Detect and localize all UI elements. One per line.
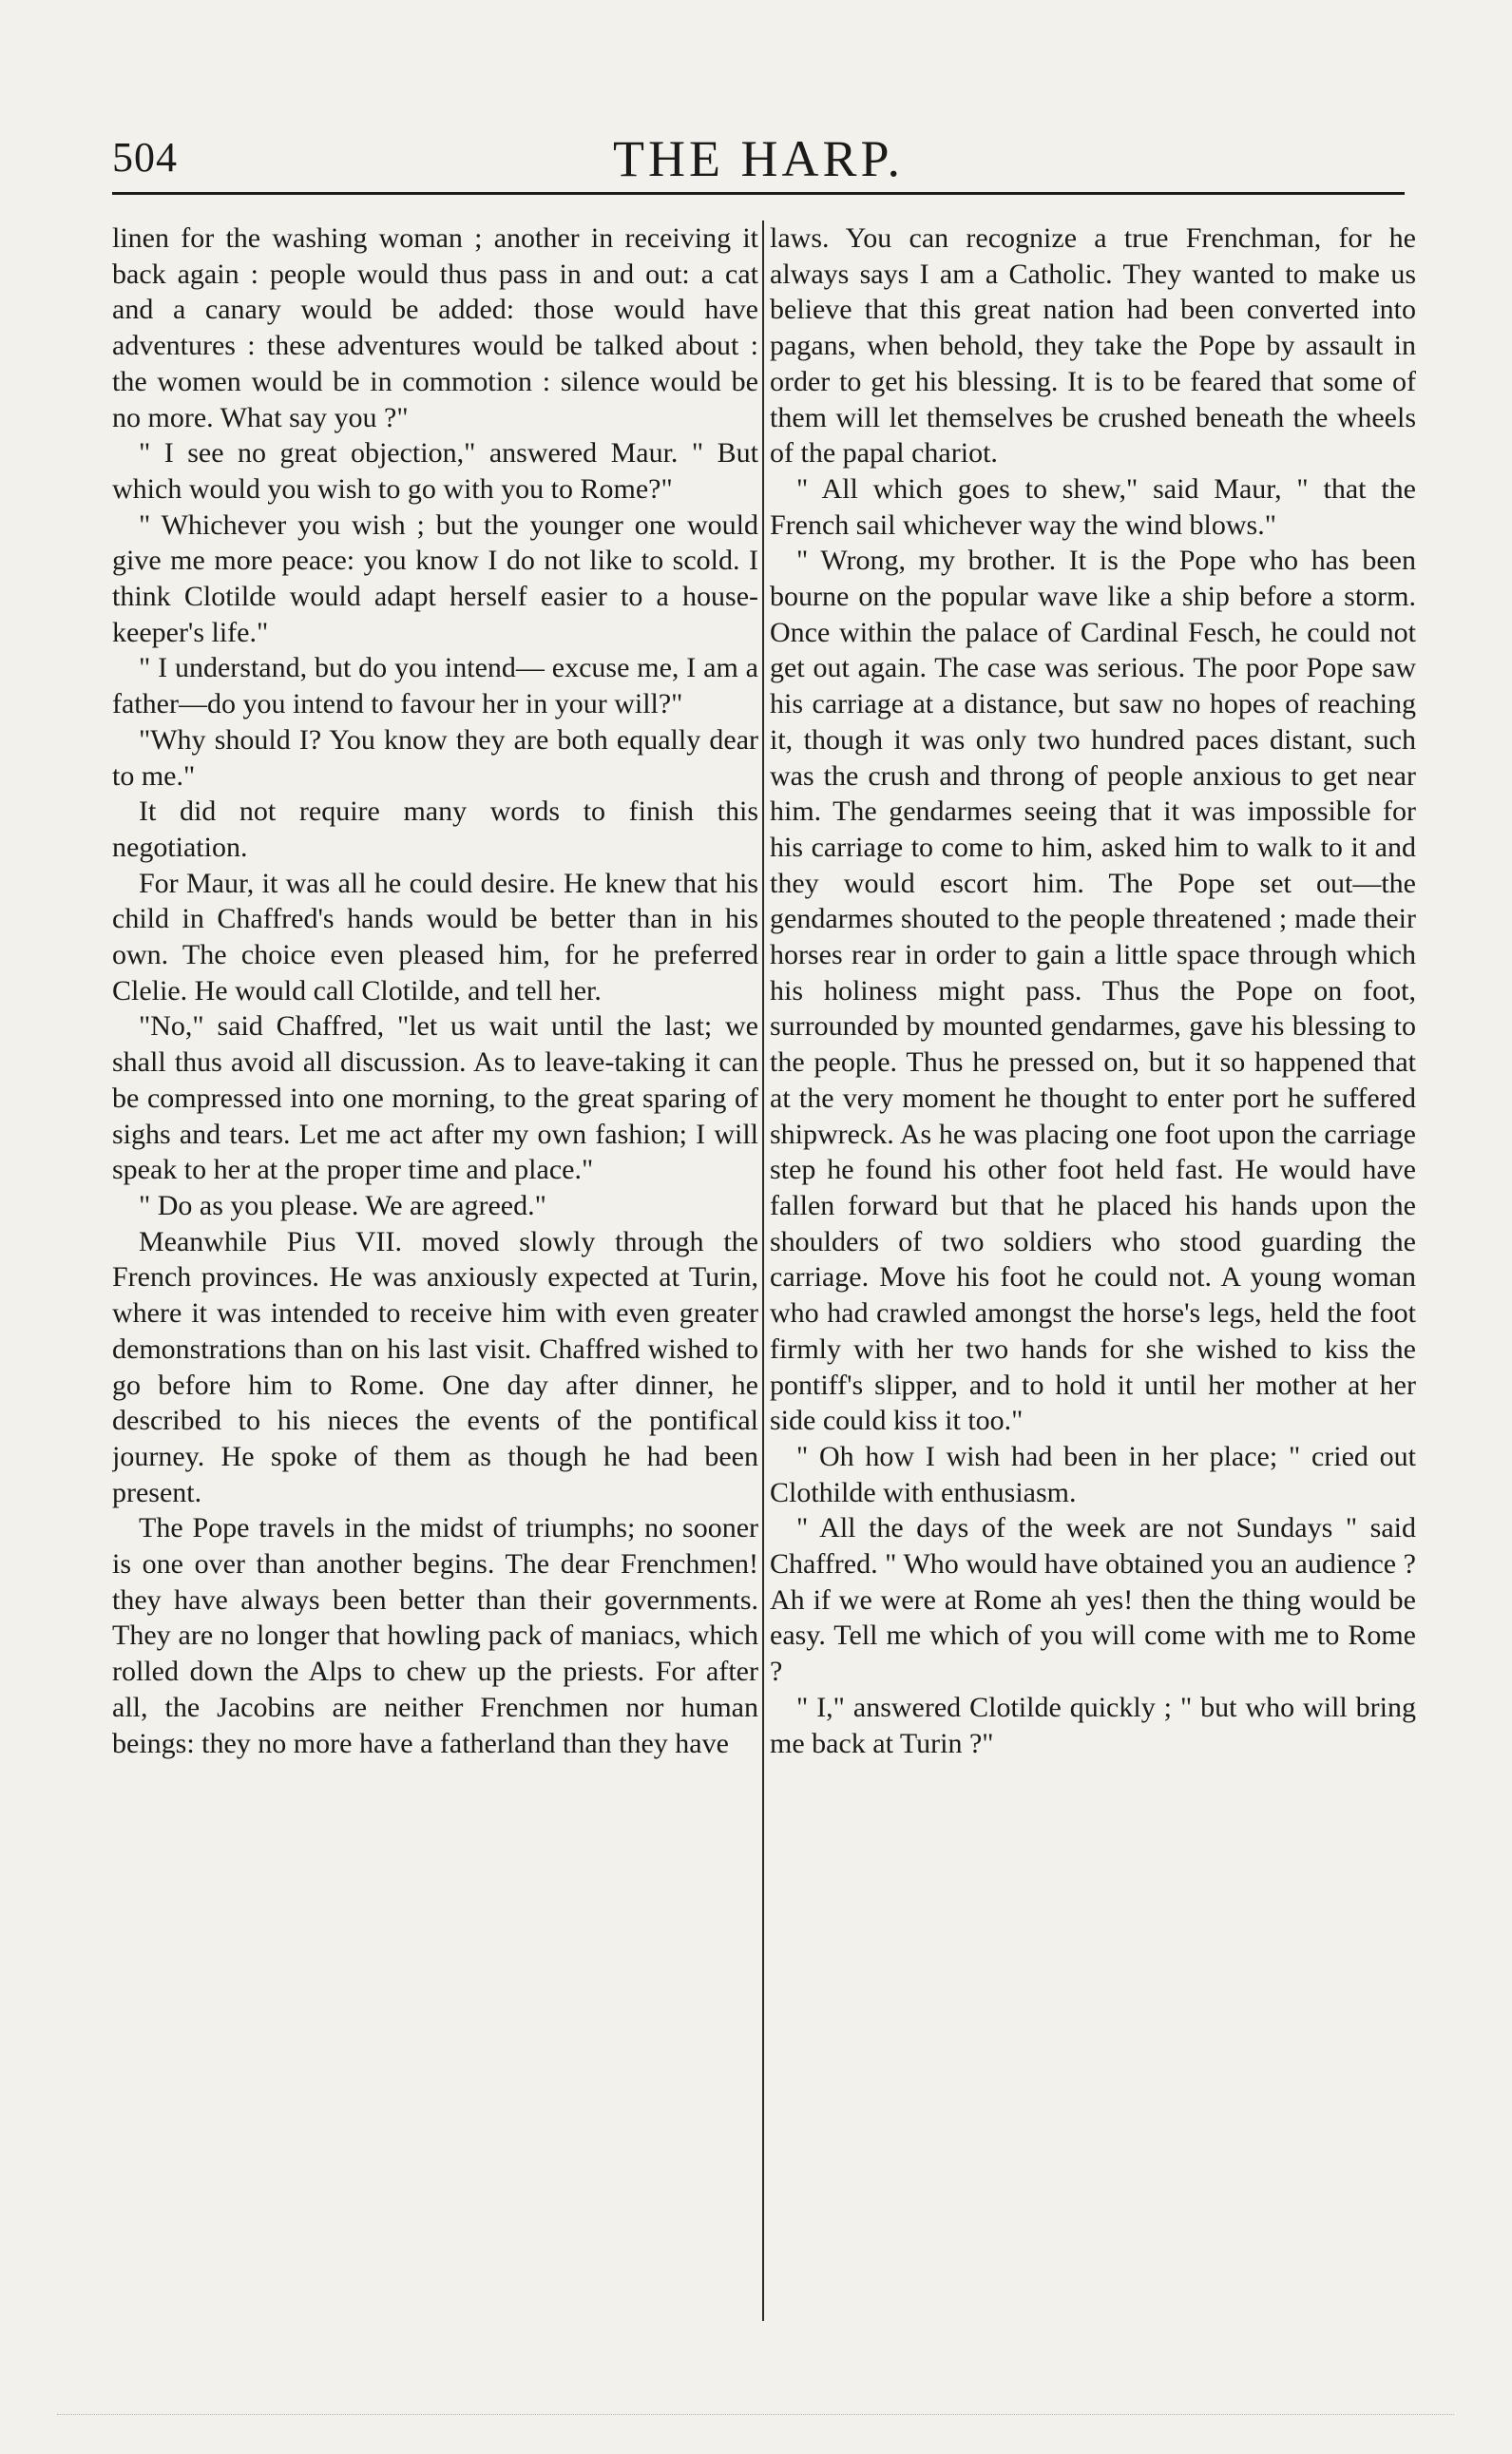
header-rule — [112, 192, 1405, 195]
paragraph: Meanwhile Pius VII. moved slowly through the French provinces. He was anxiously expected at Turin, where it was intended to receive him with even greater demonstrations than on his last visit. Chaffred wished to go before him to Rome. One day after dinner, he described to his nieces the events of the pontifical journey. He spoke of them as though he had been present. — [112, 1225, 758, 1508]
paragraph: "Why should I? You know they are both equally dear to me." — [112, 723, 758, 792]
right-column — [770, 220, 1416, 2330]
paragraph: It did not require many words to finish this negotiation. — [112, 796, 758, 863]
paragraph: "No," said Chaffred, "let us wait until the last; we shall thus avoid all discussion. As to leave-taking it can be compressed into one morning, to the great sparing of sighs and tears. Let me act after my own fashion; I will speak to her at the proper time and place." — [112, 1010, 758, 1186]
column-divider — [762, 220, 764, 2321]
left-column — [112, 220, 758, 2330]
paragraph: " I," answered Clotilde quickly ; " but who will bring me back at Turin ?" — [770, 1691, 1416, 1759]
paragraph: For Maur, it was all he could desire. He knew that his child in Chaffred's hands would be better than in his own. The choice even pleased him, for he preferred Clelie. He would call Clotilde, and tell her. — [112, 867, 758, 1007]
paragraph: " Wrong, my brother. It is the Pope who has been bourne on the popular wave like a ship before a storm. Once within the palace of Cardinal Fesch, he could not get out again. The case was serious. The poor Pope saw his carriage at a distance, but saw no hopes of reaching it, though it was only two hundred paces distant, such was the crush and throng of people anxious to get near him. The gendarmes seeing that it was impossible for his carriage to come to him, asked him to walk to it and they would escort him. The Pope set out—the gendarmes shouted to the people threatened ; made their horses rear in order to gain a little space through which his holiness might pass. Thus the Pope on foot, surrounded by mounted gendarmes, gave his blessing to the people. Thus he pressed on, but it so happened that at the very moment he thought to enter port he suffered shipwreck. As he was placing one foot upon the carriage step he found his other foot held fast. He would have fallen forward but that he placed his hands upon the shoulders of two soldiers who stood guarding the carriage. Move his foot he could not. A young woman who had crawled amongst the horse's legs, held the foot firmly with her two hands for she wished to kiss the pontiff's slipper, and to hold it until her mother at her side could kiss it too." — [770, 545, 1416, 1437]
paragraph: " Do as you please. We are agreed." — [139, 1189, 546, 1221]
paragraph: " Oh how I wish had been in her place; " cried out Clothilde with enthusiasm. — [770, 1440, 1416, 1508]
page-number: 504 — [112, 134, 178, 181]
page-bottom-edge — [57, 2414, 1454, 2415]
paragraph: " All the days of the week are not Sundays " said Chaffred. " Who would have obtained you an audience ? Ah if we were at Rome ah yes! then the thing would be easy. Tell me which of you will come with me to Rome ? — [770, 1512, 1416, 1688]
paragraph: The Pope travels in the midst of triumphs; no sooner is one over than another begins. The dear Frenchmen! they have always been better than their governments. They are no longer that howling pack of maniacs, which rolled down the Alps to chew up the priests. For after all, the Jacobins are neither Frenchmen nor human beings: they no more have a fatherland than they have — [112, 1512, 758, 1759]
running-title: THE HARP. — [612, 130, 905, 187]
paragraph: " All which goes to shew," said Maur, " that the French sail whichever way the wind blows." — [770, 472, 1416, 541]
paragraph: " Whichever you wish ; but the younger one would give me more peace: you know I do not like to scold. I think Clotilde would adapt herself easier to a house-keeper's life." — [112, 508, 758, 648]
page-header — [112, 124, 1405, 190]
paragraph: linen for the washing woman ; another in receiving it back again : people would thus pass in and out: a cat and a canary would be added: those would have adventures : these adventures would be talked about : the women would be in commotion : silence would be no more. What say you ?" — [112, 222, 758, 433]
paragraph: laws. You can recognize a true Frenchman, for he always says I am a Catholic. They wanted to make us believe that this great nation had been converted into pagans, when behold, they take the Pope by assault in order to get his blessing. It is to be feared that some of them will let themselves be crushed beneath the wheels of the papal chariot. — [770, 222, 1416, 470]
paragraph: " I see no great objection," answered Maur. " But which would you wish to go with you to Rome?" — [112, 437, 758, 505]
text-columns — [112, 220, 1416, 2330]
paragraph: " I understand, but do you intend— excuse me, I am a father—do you intend to favour her in your will?" — [112, 652, 758, 720]
